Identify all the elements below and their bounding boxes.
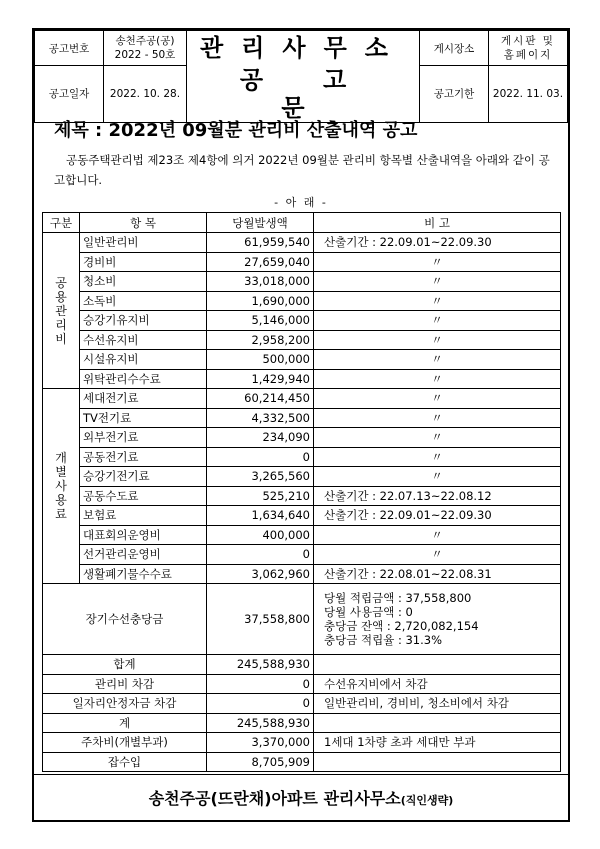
table-row bbox=[43, 311, 561, 331]
row-amount: 4,332,500 bbox=[207, 408, 314, 428]
row-amount: 1,634,640 bbox=[207, 506, 314, 526]
row-amount: 3,062,960 bbox=[207, 564, 314, 584]
row-note: 산출기간 : 22.09.01~22.09.30 bbox=[314, 506, 561, 526]
summary-row bbox=[43, 733, 561, 753]
footer bbox=[34, 786, 568, 809]
reserve-note: 당월 적립금액 : 37,558,800 bbox=[324, 591, 472, 605]
header-title-top: 관리사무소 bbox=[187, 31, 420, 66]
header-title-bottom: 공고문 bbox=[187, 66, 420, 123]
row-item: 시설유지비 bbox=[80, 350, 207, 370]
row-item: 대표회의운영비 bbox=[80, 525, 207, 545]
summary-label: 일자리안정자금 차감 bbox=[43, 694, 207, 714]
arae-label: - 아 래 - bbox=[274, 196, 328, 209]
row-note: 〃 bbox=[314, 252, 561, 272]
row-note: 〃 bbox=[314, 350, 561, 370]
notice-no-value: 송천주공(공) 2022 - 50호 bbox=[104, 31, 187, 66]
page-title: 제목 : 2022년 09월분 관리비 산출내역 공고 bbox=[54, 120, 418, 141]
row-amount: 234,090 bbox=[207, 428, 314, 448]
table-row bbox=[43, 564, 561, 584]
summary-row bbox=[43, 674, 561, 694]
row-item: TV전기료 bbox=[80, 408, 207, 428]
row-amount: 61,959,540 bbox=[207, 233, 314, 253]
table-row bbox=[43, 330, 561, 350]
notice-frame bbox=[32, 28, 570, 822]
summary-note: 일반관리비, 경비비, 청소비에서 차감 bbox=[314, 694, 561, 714]
row-amount: 3,265,560 bbox=[207, 467, 314, 487]
row-amount: 60,214,450 bbox=[207, 389, 314, 409]
row-note: 〃 bbox=[314, 311, 561, 331]
summary-row bbox=[43, 713, 561, 733]
table-row bbox=[43, 428, 561, 448]
table-row bbox=[43, 389, 561, 409]
row-item: 선거관리운영비 bbox=[80, 545, 207, 565]
row-amount: 1,690,000 bbox=[207, 291, 314, 311]
category-individual: 개 별 사 용 료 bbox=[43, 389, 80, 584]
row-item: 외부전기료 bbox=[80, 428, 207, 448]
summary-amount: 8,705,909 bbox=[207, 752, 314, 772]
table-row bbox=[43, 545, 561, 565]
reserve-notes bbox=[314, 584, 561, 655]
table-row bbox=[43, 447, 561, 467]
reserve-note: 충당금 잔액 : 2,720,082,154 bbox=[324, 619, 479, 633]
summary-note bbox=[314, 752, 561, 772]
table-row bbox=[43, 369, 561, 389]
row-note: 〃 bbox=[314, 389, 561, 409]
row-item: 수선유지비 bbox=[80, 330, 207, 350]
row-item: 위탁관리수수료 bbox=[80, 369, 207, 389]
header-category: 구분 bbox=[43, 213, 80, 233]
summary-note bbox=[314, 655, 561, 675]
date-value: 2022. 10. 28. bbox=[104, 66, 187, 123]
header-amount: 당월발생액 bbox=[207, 213, 314, 233]
summary-row bbox=[43, 655, 561, 675]
summary-amount: 0 bbox=[207, 694, 314, 714]
row-amount: 525,210 bbox=[207, 486, 314, 506]
header-item: 항 목 bbox=[80, 213, 207, 233]
row-note: 산출기간 : 22.08.01~22.08.31 bbox=[314, 564, 561, 584]
row-note: 〃 bbox=[314, 467, 561, 487]
reserve-label: 장기수선충당금 bbox=[43, 584, 207, 655]
table-row bbox=[43, 272, 561, 292]
summary-amount: 245,588,930 bbox=[207, 713, 314, 733]
row-note: 〃 bbox=[314, 545, 561, 565]
deadline-label: 공고기한 bbox=[420, 66, 489, 123]
post-place-label: 게시장소 bbox=[420, 31, 489, 66]
row-item: 청소비 bbox=[80, 272, 207, 292]
fee-table bbox=[42, 212, 561, 772]
row-item: 승강기유지비 bbox=[80, 311, 207, 331]
row-item: 승강기전기료 bbox=[80, 467, 207, 487]
row-note: 〃 bbox=[314, 447, 561, 467]
summary-row bbox=[43, 694, 561, 714]
reserve-note: 충당금 적립율 : 31.3% bbox=[324, 633, 443, 647]
summary-note bbox=[314, 713, 561, 733]
summary-label: 잡수입 bbox=[43, 752, 207, 772]
row-note: 〃 bbox=[314, 291, 561, 311]
footer-stamp: (직인생략) bbox=[400, 794, 454, 807]
row-amount: 0 bbox=[207, 545, 314, 565]
row-item: 소독비 bbox=[80, 291, 207, 311]
footer-office: 송천주공(뜨란채)아파트 관리사무소 bbox=[148, 789, 401, 808]
summary-amount: 3,370,000 bbox=[207, 733, 314, 753]
summary-label: 관리비 차감 bbox=[43, 674, 207, 694]
table-row bbox=[43, 486, 561, 506]
summary-rows bbox=[43, 655, 561, 772]
row-item: 공동수도료 bbox=[80, 486, 207, 506]
table-row bbox=[43, 291, 561, 311]
post-place-value: 게시판 및 홈페이지 bbox=[489, 31, 568, 66]
row-amount: 5,146,000 bbox=[207, 311, 314, 331]
row-note: 〃 bbox=[314, 428, 561, 448]
table-row bbox=[43, 506, 561, 526]
row-note: 〃 bbox=[314, 408, 561, 428]
notice-no-label: 공고번호 bbox=[35, 31, 104, 66]
row-note: 산출기간 : 22.09.01~22.09.30 bbox=[314, 233, 561, 253]
table-row bbox=[43, 233, 561, 253]
row-note: 〃 bbox=[314, 369, 561, 389]
row-note: 산출기간 : 22.07.13~22.08.12 bbox=[314, 486, 561, 506]
group-individual bbox=[43, 389, 561, 584]
summary-label: 주차비(개별부과) bbox=[43, 733, 207, 753]
row-amount: 33,018,000 bbox=[207, 272, 314, 292]
reserve-amount: 37,558,800 bbox=[207, 584, 314, 655]
row-item: 일반관리비 bbox=[80, 233, 207, 253]
row-item: 경비비 bbox=[80, 252, 207, 272]
summary-amount: 0 bbox=[207, 674, 314, 694]
row-amount: 0 bbox=[207, 447, 314, 467]
group-common bbox=[43, 233, 561, 389]
row-item: 생활폐기물수수료 bbox=[80, 564, 207, 584]
date-label: 공고일자 bbox=[35, 66, 104, 123]
row-item: 보험료 bbox=[80, 506, 207, 526]
summary-label: 계 bbox=[43, 713, 207, 733]
header-note: 비 고 bbox=[314, 213, 561, 233]
footer-divider bbox=[34, 774, 568, 775]
row-amount: 400,000 bbox=[207, 525, 314, 545]
summary-amount: 245,588,930 bbox=[207, 655, 314, 675]
row-amount: 500,000 bbox=[207, 350, 314, 370]
summary-row bbox=[43, 752, 561, 772]
row-amount: 1,429,940 bbox=[207, 369, 314, 389]
summary-label: 합계 bbox=[43, 655, 207, 675]
row-amount: 2,958,200 bbox=[207, 330, 314, 350]
row-note: 〃 bbox=[314, 330, 561, 350]
table-row bbox=[43, 350, 561, 370]
table-row bbox=[43, 408, 561, 428]
body-text: 공동주택관리법 제23조 제4항에 의거 2022년 09월분 관리비 항목별 산출내역을 아래와 같이 공고합니다. bbox=[54, 153, 550, 187]
row-item: 공동전기료 bbox=[80, 447, 207, 467]
deadline-value: 2022. 11. 03. bbox=[489, 66, 568, 123]
table-row bbox=[43, 467, 561, 487]
row-item: 세대전기료 bbox=[80, 389, 207, 409]
row-amount: 27,659,040 bbox=[207, 252, 314, 272]
table-row bbox=[43, 252, 561, 272]
category-common: 공 용 관 리 비 bbox=[43, 233, 80, 389]
header-table bbox=[34, 30, 568, 123]
table-row bbox=[43, 525, 561, 545]
summary-note: 1세대 1차량 초과 세대만 부과 bbox=[314, 733, 561, 753]
reserve-note: 당월 사용금액 : 0 bbox=[324, 605, 413, 619]
summary-note: 수선유지비에서 차감 bbox=[314, 674, 561, 694]
row-note: 〃 bbox=[314, 272, 561, 292]
row-note: 〃 bbox=[314, 525, 561, 545]
